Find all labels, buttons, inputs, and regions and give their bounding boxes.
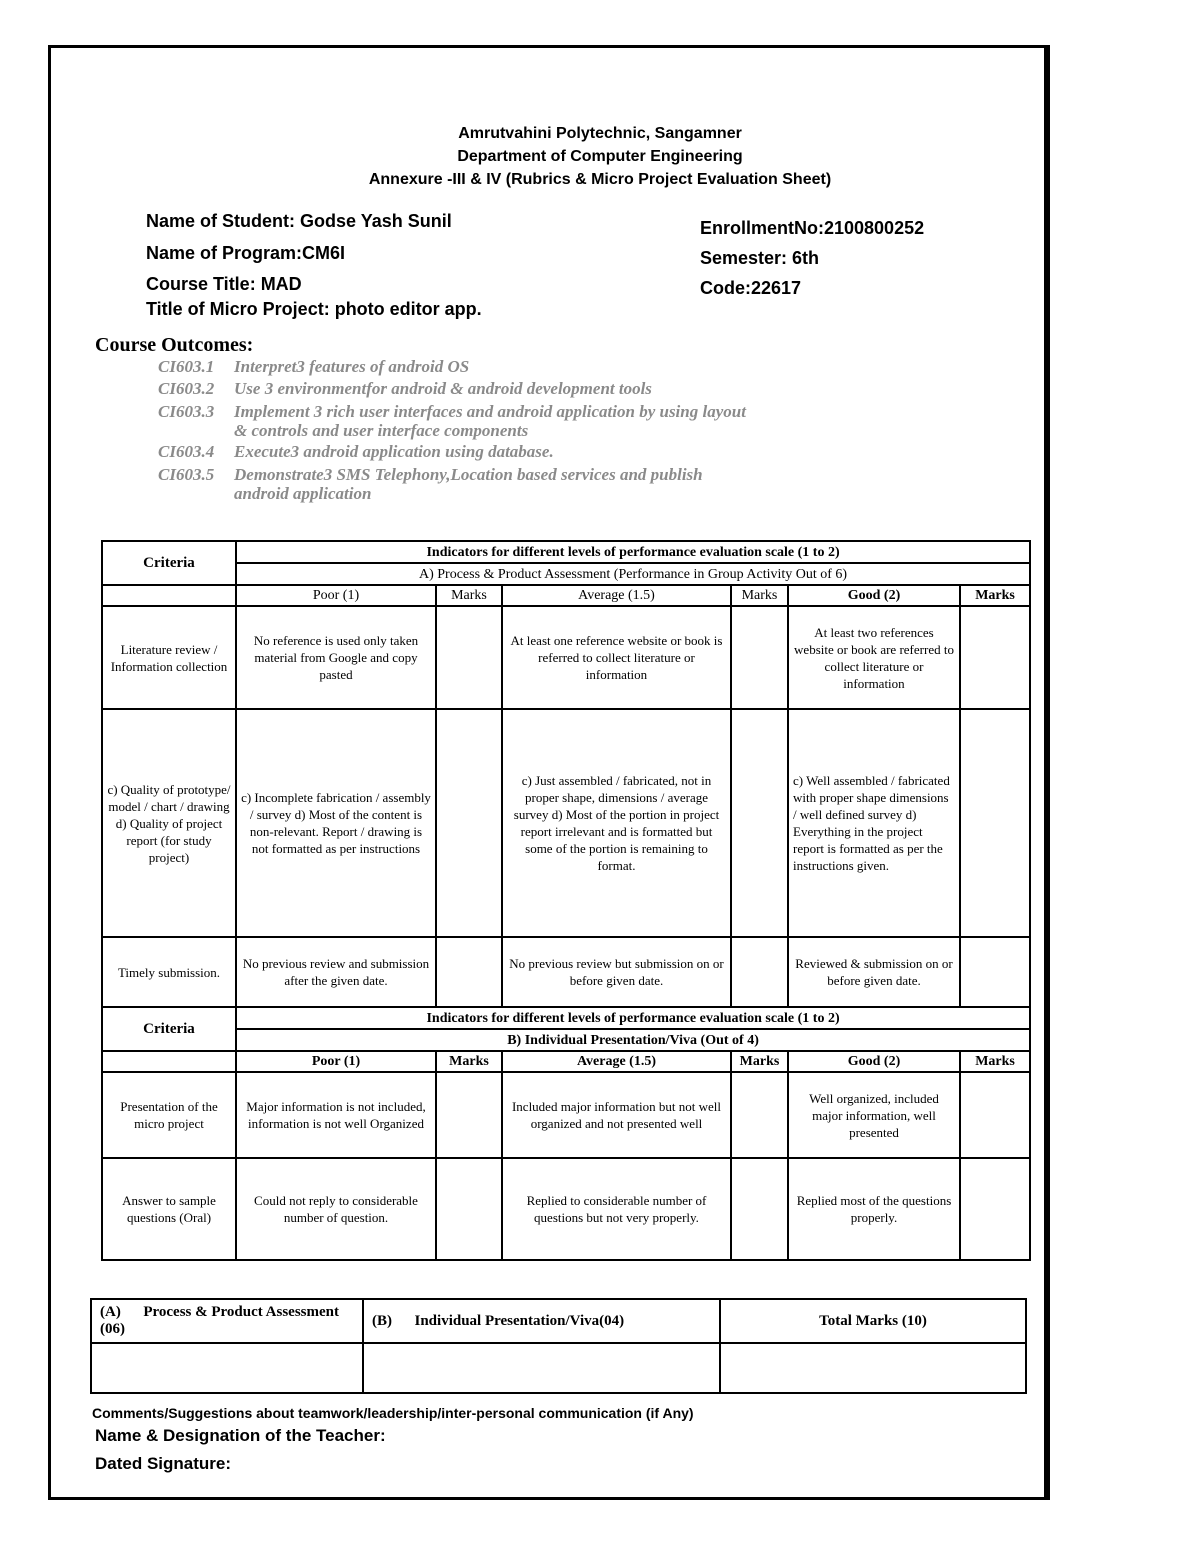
average-cell: At least one reference website or book is referred to collect literature or information bbox=[502, 606, 731, 709]
comments-label: Comments/Suggestions about teamwork/leadership/inter-personal communication (if Any) bbox=[92, 1405, 694, 1421]
marks-cell bbox=[731, 606, 788, 709]
poor-cell: No reference is used only taken material from Google and copy pasted bbox=[236, 606, 436, 709]
total-marks bbox=[720, 1343, 1026, 1393]
presentation-viva-marks bbox=[363, 1343, 720, 1393]
outcome-id: CI603.2 bbox=[158, 379, 215, 398]
outcome-id: CI603.4 bbox=[158, 442, 215, 461]
course-outcome bbox=[158, 402, 758, 442]
good-cell: c) Well assembled / fabricated with proper shape dimensions / well defined survey d) Everything in the project report is formatted as per the instructions given. bbox=[788, 709, 960, 937]
col-marks: Marks bbox=[960, 585, 1030, 606]
course-code: Code:22617 bbox=[700, 278, 802, 298]
table-row bbox=[102, 709, 1030, 937]
indicators-heading: Indicators for different levels of performance evaluation scale (1 to 2) bbox=[236, 1007, 1030, 1029]
criteria-cell: Answer to sample questions (Oral) bbox=[102, 1158, 236, 1260]
process-product-marks bbox=[91, 1343, 363, 1393]
table-row bbox=[102, 1072, 1030, 1158]
enrollment-number: EnrollmentNo:2100800252 bbox=[700, 218, 925, 238]
marks-summary-table bbox=[90, 1298, 1027, 1394]
col-marks: Marks bbox=[960, 1051, 1030, 1072]
good-cell: Well organized, included major information, well presented bbox=[788, 1072, 960, 1158]
course-outcome bbox=[158, 442, 758, 462]
department-name: Department of Computer Engineering bbox=[457, 148, 743, 165]
marks-cell bbox=[960, 1072, 1030, 1158]
criteria-cell: Presentation of the micro project bbox=[102, 1072, 236, 1158]
section-b-tag: (B) bbox=[372, 1312, 392, 1329]
criteria-blank bbox=[102, 1051, 236, 1072]
criteria-cell: Literature review / Information collection bbox=[102, 606, 236, 709]
section-a-tag: (A) bbox=[100, 1304, 121, 1320]
signature-label: Dated Signature: bbox=[95, 1454, 232, 1473]
total-marks-header: Total Marks (10) bbox=[720, 1299, 1026, 1343]
col-marks: Marks bbox=[731, 1051, 788, 1072]
average-cell: Replied to considerable number of questions but not very properly. bbox=[502, 1158, 731, 1260]
poor-cell: No previous review and submission after the given date. bbox=[236, 937, 436, 1007]
poor-cell: c) Incomplete fabrication / assembly / survey d) Most of the content is non-relevant. Report / drawing is not formatted as per instructions bbox=[236, 709, 436, 937]
table-row bbox=[102, 937, 1030, 1007]
course-outcome bbox=[158, 357, 758, 377]
marks-cell bbox=[731, 937, 788, 1007]
marks-cell bbox=[960, 937, 1030, 1007]
outcome-text: Use 3 environmentfor android & android development tools bbox=[234, 379, 652, 398]
col-average: Average (1.5) bbox=[502, 1051, 731, 1072]
teacher-label: Name & Designation of the Teacher: bbox=[95, 1426, 386, 1445]
outcome-text: Execute3 android application using database. bbox=[234, 442, 554, 461]
marks-cell bbox=[436, 937, 502, 1007]
outcome-text: Demonstrate3 SMS Telephony,Location based services and publish android application bbox=[234, 465, 703, 503]
col-marks: Marks bbox=[436, 1051, 502, 1072]
semester: Semester: 6th bbox=[700, 248, 820, 268]
process-product-header bbox=[91, 1299, 363, 1343]
marks-cell bbox=[436, 1158, 502, 1260]
course-outcome bbox=[158, 379, 758, 399]
poor-cell: Could not reply to considerable number of question. bbox=[236, 1158, 436, 1260]
section-a-heading: A) Process & Product Assessment (Performance in Group Activity Out of 6) bbox=[236, 563, 1030, 585]
col-poor: Poor (1) bbox=[236, 585, 436, 606]
criteria-blank bbox=[102, 585, 236, 606]
marks-cell bbox=[960, 1158, 1030, 1260]
poor-cell: Major information is not included, information is not well Organized bbox=[236, 1072, 436, 1158]
average-cell: c) Just assembled / fabricated, not in proper shape, dimensions / average survey d) Most of the portion in project report irrelevant and is formatted but some of the portion is remaining to format. bbox=[502, 709, 731, 937]
student-name: Name of Student: Godse Yash Sunil bbox=[146, 211, 452, 231]
col-marks: Marks bbox=[731, 585, 788, 606]
section-b-label: Individual Presentation/Viva(04) bbox=[414, 1312, 625, 1329]
table-row bbox=[102, 606, 1030, 709]
micro-project-title: Title of Micro Project: photo editor app. bbox=[146, 299, 482, 319]
marks-cell bbox=[731, 709, 788, 937]
col-good: Good (2) bbox=[788, 585, 960, 606]
section-b-heading: B) Individual Presentation/Viva (Out of 4) bbox=[236, 1029, 1030, 1051]
good-cell: At least two references website or book are referred to collect literature or information bbox=[788, 606, 960, 709]
outcome-text: Interpret3 features of android OS bbox=[234, 357, 470, 376]
table-row bbox=[102, 1158, 1030, 1260]
marks-cell bbox=[731, 1072, 788, 1158]
indicators-heading: Indicators for different levels of performance evaluation scale (1 to 2) bbox=[236, 541, 1030, 563]
marks-cell bbox=[436, 1072, 502, 1158]
marks-cell bbox=[436, 606, 502, 709]
marks-cell bbox=[436, 709, 502, 937]
presentation-viva-header bbox=[363, 1299, 720, 1343]
col-good: Good (2) bbox=[788, 1051, 960, 1072]
criteria-cell: c) Quality of prototype/ model / chart / drawing d) Quality of project report (for study project) bbox=[102, 709, 236, 937]
col-poor: Poor (1) bbox=[236, 1051, 436, 1072]
course-title: Course Title: MAD bbox=[146, 274, 302, 294]
course-outcomes-title: Course Outcomes: bbox=[95, 334, 254, 356]
outcome-text: Implement 3 rich user interfaces and android application by using layout & controls and user interface components bbox=[234, 402, 746, 440]
institute-name: Amrutvahini Polytechnic, Sangamner bbox=[458, 125, 742, 142]
col-average: Average (1.5) bbox=[502, 585, 731, 606]
marks-cell bbox=[731, 1158, 788, 1260]
section-a-label: Process & Product Assessment (06) bbox=[100, 1304, 340, 1337]
good-cell: Reviewed & submission on or before given date. bbox=[788, 937, 960, 1007]
rubric-table bbox=[101, 540, 1031, 1261]
annexure-title: Annexure -III & IV (Rubrics & Micro Project Evaluation Sheet) bbox=[368, 171, 832, 188]
average-cell: Included major information but not well organized and not presented well bbox=[502, 1072, 731, 1158]
outcome-id: CI603.1 bbox=[158, 357, 215, 376]
col-marks: Marks bbox=[436, 585, 502, 606]
program-name: Name of Program:CM6I bbox=[146, 243, 346, 263]
criteria-cell: Timely submission. bbox=[102, 937, 236, 1007]
criteria-header: Criteria bbox=[102, 1007, 236, 1051]
marks-cell bbox=[960, 709, 1030, 937]
outcome-id: CI603.3 bbox=[158, 402, 215, 421]
average-cell: No previous review but submission on or before given date. bbox=[502, 937, 731, 1007]
good-cell: Replied most of the questions properly. bbox=[788, 1158, 960, 1260]
course-outcome bbox=[158, 465, 758, 505]
marks-cell bbox=[960, 606, 1030, 709]
criteria-header: Criteria bbox=[102, 541, 236, 585]
outcome-id: CI603.5 bbox=[158, 465, 215, 484]
